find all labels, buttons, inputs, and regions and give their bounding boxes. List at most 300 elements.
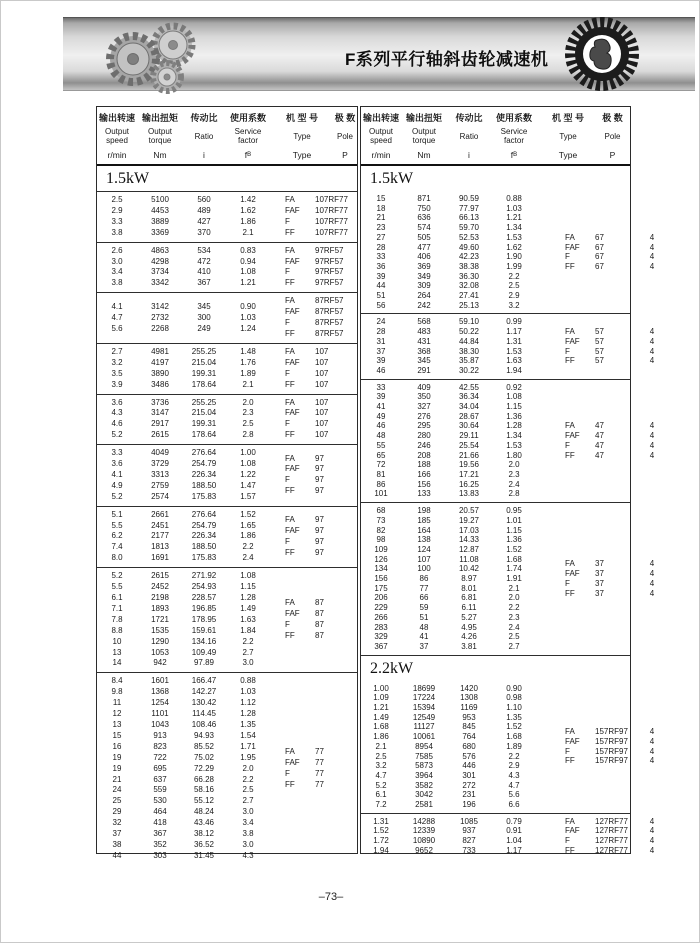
cell-ratio-value: 845 (462, 722, 476, 732)
type-prefix: FF (285, 227, 295, 237)
cell-factor-value: 1.84 (240, 625, 256, 635)
cell-torque-value: 303 (153, 850, 167, 860)
cell-ratio-value: 4.26 (461, 632, 477, 642)
cell-ratio-value: 228.57 (191, 593, 217, 602)
cell-torque-value: 4197 (151, 357, 169, 367)
cell-factor-value: 1.36 (506, 411, 522, 421)
cell-factor-value: 1.03 (240, 312, 256, 322)
cell-speed-value: 329 (374, 632, 388, 642)
type-model: 57 (595, 327, 604, 337)
cell-ratio-value: 21.66 (458, 450, 480, 460)
type-prefix: FF (285, 430, 295, 440)
cell-torque-value: 15394 (412, 703, 436, 713)
cell-torque-value: 409 (417, 382, 431, 392)
cell-ratio-value: 32.08 (458, 281, 480, 291)
table-row (361, 291, 537, 301)
cell-factor-value: 1.03 (506, 203, 522, 213)
type-prefix: F (285, 216, 290, 226)
cell-ratio-value: 134.16 (191, 636, 217, 646)
cell-speed-value: 5.5 (111, 582, 123, 592)
cell-factor-value: 1.89 (240, 368, 256, 378)
cell-speed-value: 49 (376, 411, 386, 421)
table-row (97, 687, 271, 698)
cell-ratio-value: 254.93 (191, 582, 217, 592)
table-row (97, 698, 271, 709)
cell-factor-value: 2.3 (242, 408, 254, 418)
cell-torque-value: 431 (417, 336, 431, 346)
power-label: 1.5kW (106, 170, 150, 187)
cell-ratio-value: 43.46 (193, 818, 215, 828)
cell-factor-value: 0.88 (240, 676, 256, 686)
cell-ratio-value: 12.87 (458, 544, 480, 554)
cell-ratio-value: 36.52 (193, 839, 215, 849)
cell-ratio-value: 276.64 (191, 509, 217, 519)
table-row (361, 383, 537, 393)
table-row (361, 713, 537, 723)
numeric-rows (97, 448, 271, 503)
cell-ratio-value: 38.30 (458, 346, 480, 356)
table-row (361, 402, 537, 412)
type-row (537, 826, 659, 836)
cell-speed-value: 134 (374, 564, 388, 574)
cell-factor-value: 1.47 (240, 480, 256, 490)
table-row (361, 722, 537, 732)
cell-speed-value: 5.6 (111, 323, 123, 333)
cell-torque-value: 17224 (412, 693, 436, 703)
table-row (361, 564, 537, 574)
cell-torque-value: 48 (419, 622, 429, 632)
cell-factor-value: 2.1 (242, 379, 254, 389)
type-model: 87RF57 (315, 296, 344, 306)
cell-factor-value: 0.95 (506, 506, 522, 516)
cell-speed-value: 31 (376, 336, 386, 346)
numeric-rows (97, 398, 271, 442)
table-row (361, 526, 537, 536)
cell-factor-value: 2.4 (508, 479, 520, 489)
numeric-rows (97, 676, 271, 861)
cell-speed-value: 3.4 (111, 267, 123, 277)
cell-ratio-value: 35.87 (458, 356, 480, 366)
header-row (361, 110, 630, 124)
type-model: 67 (595, 242, 604, 252)
table-row (97, 658, 271, 669)
cell-speed-value: 3.3 (111, 216, 123, 226)
cell-speed-value: 1.68 (373, 722, 389, 732)
cell-ratio-value: 680 (462, 741, 476, 751)
page-number: –73– (318, 891, 344, 903)
cell-torque-value: 349 (417, 271, 431, 281)
cell-speed-value: 206 (374, 593, 388, 603)
cell-ratio-value: 42.23 (458, 252, 480, 262)
numeric-rows (361, 317, 537, 375)
cell-speed-value: 32 (112, 818, 122, 828)
type-model: 77 (315, 758, 324, 768)
header-cell: Output torque (411, 127, 436, 145)
table-row (97, 676, 271, 687)
data-block (97, 395, 357, 445)
type-prefix: FA (565, 559, 575, 569)
cell-ratio-value: 28.67 (458, 411, 480, 421)
type-row (537, 836, 659, 846)
table-header (97, 107, 357, 166)
cell-ratio-value: 301 (462, 770, 476, 780)
cell-ratio-value: 276.64 (191, 448, 217, 458)
cell-speed-value: 56 (376, 300, 386, 310)
cell-speed-value: 3.8 (111, 227, 123, 237)
type-model: 77 (315, 747, 324, 757)
cell-torque-value: 369 (417, 261, 431, 271)
cell-torque-value: 291 (417, 365, 431, 375)
type-model: 97 (315, 515, 324, 525)
table-row (97, 369, 271, 380)
header-cell: Output speed (368, 127, 393, 145)
numeric-rows (361, 194, 537, 310)
table-row (97, 419, 271, 430)
header-cell: 使用系数 (229, 112, 266, 123)
cell-ratio-value: 42.55 (458, 382, 480, 392)
cell-factor-value: 1.91 (506, 574, 522, 584)
numeric-rows (97, 571, 271, 669)
type-prefix: FA (285, 598, 295, 608)
cell-factor-value: 2.5 (242, 419, 254, 429)
type-prefix: FA (565, 727, 575, 737)
data-block (97, 445, 357, 506)
type-prefix: F (285, 620, 290, 630)
table-row (361, 752, 537, 762)
pole-value: 4 (649, 440, 655, 450)
cell-torque-value: 2661 (151, 509, 169, 519)
type-model: 37 (595, 569, 604, 579)
cell-speed-value: 5.5 (111, 520, 123, 530)
cell-torque-value: 345 (417, 356, 431, 366)
cell-torque-value: 10890 (412, 836, 436, 846)
cell-factor-value: 1.03 (240, 687, 256, 697)
table-row (97, 217, 271, 228)
table-row (97, 347, 271, 358)
cell-torque-value: 2268 (151, 323, 169, 333)
cell-ratio-value: 215.04 (191, 408, 217, 418)
type-model: 97 (315, 486, 324, 496)
type-row (537, 569, 659, 579)
type-model: 97 (315, 536, 324, 546)
cell-torque-value: 2574 (151, 491, 169, 501)
table-row (97, 246, 271, 257)
cell-speed-value: 21 (376, 213, 386, 223)
cell-factor-value: 1.22 (240, 469, 256, 479)
cell-ratio-value: 30.64 (458, 421, 480, 431)
table-row (97, 593, 271, 604)
cell-factor-value: 1.04 (506, 836, 522, 846)
cell-torque-value: 3486 (151, 379, 169, 389)
table-row (361, 194, 537, 204)
data-block (97, 507, 357, 568)
type-prefix: F (565, 252, 570, 262)
cell-torque-value: 530 (153, 796, 167, 806)
cell-factor-value: 1.28 (240, 593, 256, 602)
cell-torque-value: 3147 (151, 408, 169, 418)
data-block (97, 673, 357, 864)
type-model: 37 (595, 588, 604, 598)
cell-torque-value: 505 (417, 232, 431, 242)
table-row (97, 313, 271, 324)
cell-factor-value: 1.21 (240, 278, 256, 288)
cell-torque-value: 280 (417, 431, 431, 441)
type-row (537, 262, 659, 272)
cell-factor-value: 1.68 (506, 554, 522, 564)
cell-factor-value: 2.9 (508, 761, 520, 771)
cell-factor-value: 1.57 (240, 491, 256, 501)
table-row (97, 324, 271, 335)
cell-speed-value: 5.2 (375, 780, 387, 790)
cell-factor-value: 5.6 (508, 790, 520, 800)
pole-value: 4 (649, 336, 655, 346)
cell-ratio-value: 226.34 (191, 531, 217, 541)
cell-ratio-value: 14.33 (458, 535, 480, 545)
type-model: 57 (595, 356, 604, 366)
cell-speed-value: 25 (112, 796, 122, 806)
type-model: 157RF97 (595, 737, 628, 746)
type-model: 57 (595, 336, 604, 346)
table-row (361, 243, 537, 253)
table-row (361, 535, 537, 545)
type-prefix: FAF (285, 256, 300, 266)
type-prefix: FA (565, 327, 575, 337)
cell-ratio-value: 50.22 (458, 327, 480, 337)
cell-torque-value: 4049 (151, 448, 169, 458)
cell-torque-value: 871 (417, 194, 431, 203)
header-cell: Type (558, 150, 578, 160)
type-model: 47 (595, 450, 604, 460)
header-cell: 输出转速 (98, 112, 135, 123)
type-prefix: F (285, 318, 290, 328)
cell-ratio-value: 59.70 (458, 223, 480, 233)
data-block (97, 192, 357, 242)
cell-factor-value: 3.0 (242, 839, 254, 849)
cell-ratio-value: 8.01 (461, 583, 477, 593)
cell-speed-value: 1.21 (373, 703, 389, 713)
cell-ratio-value: 27.41 (458, 291, 480, 301)
type-prefix: FF (285, 631, 295, 641)
cell-speed-value: 51 (376, 291, 386, 301)
pole-value: 4 (649, 737, 655, 746)
type-row (537, 737, 659, 747)
cell-ratio-value: 254.79 (191, 459, 217, 469)
cell-ratio-value: 159.61 (191, 625, 217, 635)
type-model: 127RF77 (595, 826, 628, 836)
cell-factor-value: 2.0 (508, 460, 520, 470)
type-model: 127RF77 (595, 845, 628, 855)
table-row (361, 451, 537, 461)
cell-factor-value: 2.5 (242, 785, 254, 795)
header-cell: P (342, 150, 348, 160)
cell-speed-value: 21 (112, 774, 122, 784)
type-row (537, 233, 659, 243)
cell-ratio-value: 175.83 (191, 491, 217, 501)
type-prefix: FF (565, 588, 575, 598)
cell-factor-value: 1.01 (506, 515, 522, 525)
cell-factor-value: 0.90 (240, 301, 256, 311)
table-row (97, 753, 271, 764)
table-row (361, 545, 537, 555)
cell-ratio-value: 733 (462, 845, 476, 855)
cell-ratio-value: 188.50 (191, 480, 217, 490)
cell-speed-value: 19 (112, 752, 122, 762)
cell-ratio-value: 215.04 (191, 357, 217, 367)
type-model: 97RF57 (315, 267, 344, 277)
pole-value: 4 (649, 421, 655, 431)
cell-factor-value: 1.17 (506, 845, 522, 855)
tables-area (96, 106, 655, 860)
cell-ratio-value: 36.34 (458, 392, 480, 402)
type-row (537, 451, 659, 461)
cell-factor-value: 2.4 (508, 622, 520, 632)
cell-speed-value: 3.2 (111, 357, 123, 367)
table-row (97, 582, 271, 593)
cell-torque-value: 156 (417, 479, 431, 489)
type-list (537, 727, 659, 766)
cell-torque-value: 637 (153, 774, 167, 784)
cell-speed-value: 15 (376, 194, 386, 203)
type-list (537, 559, 659, 598)
header-cell: Nm (153, 150, 167, 160)
table-row (97, 510, 271, 521)
table-row (361, 262, 537, 272)
type-prefix: F (285, 419, 290, 429)
cell-torque-value: 1691 (151, 553, 169, 563)
cell-torque-value: 750 (417, 203, 431, 213)
cell-ratio-value: 953 (462, 712, 476, 722)
data-block (361, 314, 655, 378)
cell-speed-value: 18 (376, 203, 386, 213)
pole-value: 4 (649, 252, 655, 262)
type-model: 127RF77 (595, 816, 628, 826)
cell-speed-value: 1.94 (373, 845, 389, 855)
cell-factor-value: 1.10 (506, 703, 522, 713)
cell-factor-value: 1.74 (506, 564, 522, 574)
cell-speed-value: 7.4 (111, 542, 123, 552)
type-prefix: F (565, 578, 570, 588)
table-row (361, 431, 537, 441)
cell-ratio-value: 17.03 (458, 525, 480, 535)
header-row (97, 110, 357, 124)
cell-speed-value: 4.6 (111, 419, 123, 429)
cell-factor-value: 0.98 (506, 693, 522, 703)
type-model: 87RF57 (315, 318, 344, 328)
cell-factor-value: 2.5 (508, 281, 520, 291)
cell-torque-value: 295 (417, 421, 431, 431)
table-row (361, 693, 537, 703)
type-model: 107 (315, 357, 329, 367)
cell-ratio-value: 17.21 (458, 469, 480, 479)
cell-factor-value: 2.8 (242, 430, 254, 440)
cell-factor-value: 1.36 (506, 535, 522, 545)
pole-value: 4 (649, 327, 655, 337)
table-row (97, 195, 271, 206)
cell-speed-value: 5.2 (111, 430, 123, 440)
table-row (97, 571, 271, 582)
cell-factor-value: 1.35 (240, 719, 256, 729)
cell-factor-value: 4.3 (508, 770, 520, 780)
cell-speed-value: 4.7 (111, 312, 123, 322)
cell-torque-value: 3042 (415, 790, 433, 800)
cell-factor-value: 1.76 (240, 357, 256, 367)
cell-speed-value: 7.1 (111, 603, 123, 613)
type-model: 87 (315, 598, 324, 608)
cell-factor-value: 2.2 (508, 271, 520, 281)
cell-factor-value: 2.2 (242, 774, 254, 784)
type-row (537, 747, 659, 757)
header-row (97, 124, 357, 148)
table-row (361, 347, 537, 357)
table-row (361, 223, 537, 233)
section-separator (361, 655, 630, 656)
table-row (361, 252, 537, 262)
cell-torque-value: 3313 (151, 469, 169, 479)
cell-factor-value: 1.71 (240, 741, 256, 751)
cell-speed-value: 11 (112, 698, 122, 708)
type-model: 97 (315, 547, 324, 557)
cell-speed-value: 175 (374, 583, 388, 593)
cell-torque-value: 1601 (151, 676, 169, 686)
cell-ratio-value: 1169 (460, 703, 478, 713)
cell-speed-value: 3.8 (111, 278, 123, 288)
table-row (361, 761, 537, 771)
cell-factor-value: 1.53 (506, 346, 522, 356)
table-row (97, 764, 271, 775)
cell-factor-value: 1.24 (240, 323, 256, 333)
cell-speed-value: 73 (376, 515, 386, 525)
cell-ratio-value: 249 (197, 323, 211, 333)
cell-speed-value: 46 (376, 365, 386, 375)
cell-factor-value: 2.0 (242, 397, 254, 407)
table-row (361, 732, 537, 742)
cell-ratio-value: 94.93 (193, 730, 215, 740)
type-model: 77 (315, 769, 324, 779)
cell-speed-value: 8.0 (111, 553, 123, 563)
pole-value: 4 (649, 836, 655, 846)
type-prefix: FAF (285, 307, 300, 317)
cell-speed-value: 19 (112, 763, 122, 773)
cell-speed-value: 229 (374, 603, 388, 613)
cell-speed-value: 68 (376, 506, 386, 516)
table-row (97, 521, 271, 532)
cell-factor-value: 3.8 (242, 829, 254, 839)
cell-speed-value: 13 (112, 647, 122, 657)
numeric-rows (361, 383, 537, 499)
data-block (361, 191, 655, 313)
type-prefix: F (565, 746, 570, 756)
table-row (97, 302, 271, 313)
cell-factor-value: 1.52 (506, 722, 522, 732)
cell-speed-value: 126 (374, 554, 388, 564)
header-cell: 机 型 号 (551, 112, 584, 123)
cell-ratio-value: 109.49 (191, 647, 217, 657)
cell-ratio-value: 90.59 (458, 194, 480, 203)
type-row (537, 817, 659, 827)
cell-ratio-value: 6.81 (461, 593, 477, 603)
cell-factor-value: 1.86 (240, 216, 256, 226)
cell-torque-value: 3342 (151, 278, 169, 288)
page-title: F系列平行轴斜齿轮减速机 (345, 50, 549, 69)
table-row (361, 836, 537, 846)
gear-logo-icon (564, 16, 640, 92)
cell-factor-value: 6.6 (508, 800, 520, 810)
table-row (361, 584, 537, 594)
pole-value: 4 (649, 727, 655, 737)
table-row (97, 637, 271, 648)
cell-torque-value: 368 (417, 346, 431, 356)
table-row (361, 623, 537, 633)
